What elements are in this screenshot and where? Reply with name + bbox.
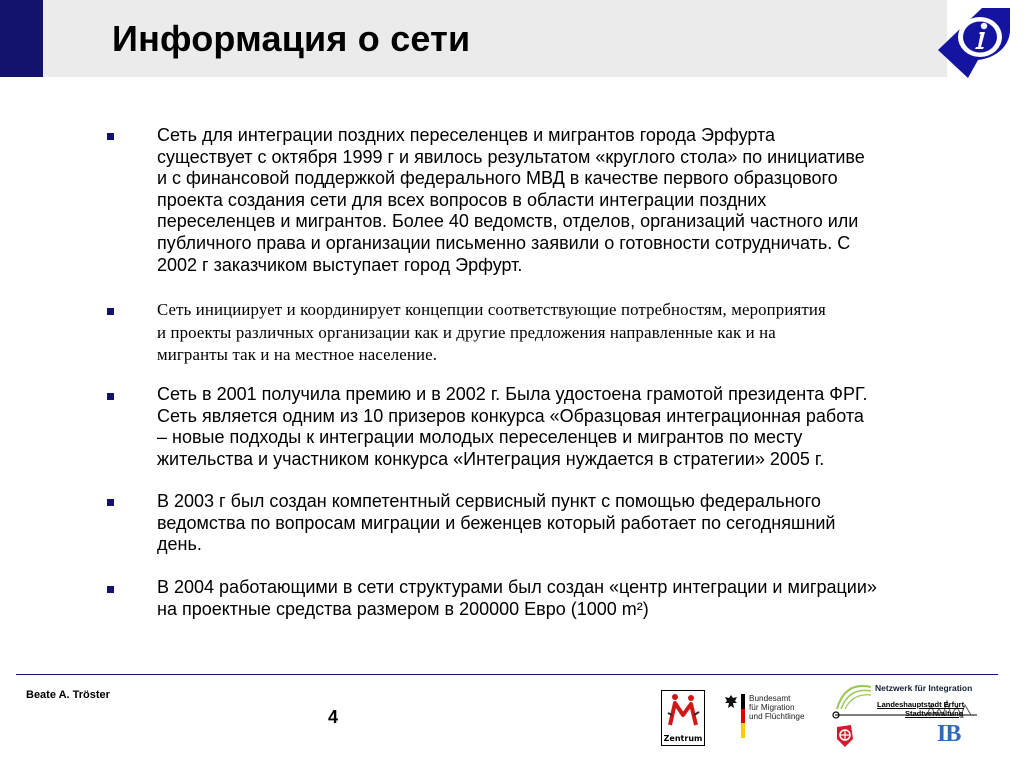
bullet-line: Сеть в 2001 получила премию и в 2002 г. Была удостоена грамотой президента ФРГ.	[157, 384, 868, 404]
zentrum-figures-icon	[662, 691, 704, 731]
bullet-line: и с финансовой поддержкой федерального МВД в качестве первого образцового	[157, 168, 838, 189]
ib-logo: IB	[937, 721, 961, 747]
square-bullet-icon	[107, 393, 114, 400]
bamf-logo	[724, 694, 824, 740]
zentrum-label: Zentrum	[663, 734, 703, 743]
square-bullet-icon	[107, 308, 114, 315]
bamf-line-1: Bundesamt	[749, 694, 791, 703]
bullet-line: мигранты так и на местное население.	[157, 345, 438, 365]
bullet-text	[157, 384, 957, 470]
bullet-line: на проектные средства размером в 200000 Евро (1000 m²)	[157, 598, 649, 619]
bamf-line-3: und Flüchtlinge	[749, 712, 805, 722]
bullet-line: проекта создания сети для всех вопросов в области интеграции поздних	[157, 189, 767, 210]
slide-title: Информация о сети	[112, 18, 471, 59]
bullet-line: В 2004 работающими в сети структурами был создан «центр интеграции и миграции»	[157, 577, 877, 597]
network-title: Netzwerk für Integration	[875, 683, 973, 693]
bullet-line: переселенцев и мигрантов. Более 40 ведомств, отделов, организаций частного или	[157, 211, 859, 232]
bullet-line: существует с октября 1999 г и явилось результатом «круглого стола» по инициативе	[157, 146, 865, 167]
network-admin: Stadtverwaltung	[905, 709, 964, 718]
bullet-line: день.	[157, 534, 202, 555]
bamf-line-2: für Migration	[749, 703, 795, 713]
bullet-line: Сеть инициирует и координирует концепции соответствующие потребностям, мероприятия	[157, 300, 826, 319]
bullet-line: 2002 г заказчиком выступает город Эрфурт.	[157, 254, 523, 275]
square-bullet-icon	[107, 499, 114, 506]
page-number: 4	[328, 707, 339, 727]
network-city: Landeshauptstadt Erfurt	[877, 700, 965, 709]
bullet-line: Сеть для интеграции поздних переселенцев и мигрантов города Эрфурта	[157, 125, 776, 145]
footer-divider	[16, 674, 998, 675]
eagle-icon	[724, 694, 738, 710]
bullet-line: – новые подходы к интеграции молодых переселенцев и мигрантов по месту	[157, 427, 803, 448]
bullet-line: и проекты различных организации как и другие предложения направленные как и на	[157, 322, 776, 342]
german-flag-icon	[741, 694, 745, 738]
bullet-line: В 2003 г был создан компетентный сервисный пункт с помощью федерального	[157, 491, 821, 511]
author-name: Beate A. Tröster	[26, 689, 110, 701]
bullet-line: публичного права и организации письменно заявили о готовности сотрудничать. С	[157, 232, 851, 253]
title-accent-bar	[0, 0, 43, 77]
bullet-line: жительства и участником конкурса «Интеграция нуждается в стратегии» 2005 г.	[157, 448, 825, 469]
bullet-text	[157, 491, 957, 556]
bullet-text	[157, 299, 957, 367]
bullet-line: ведомства по вопросам миграции и беженцев который работает по сегодняшний	[157, 512, 836, 533]
info-icon	[936, 6, 1016, 80]
square-bullet-icon	[107, 586, 114, 593]
zentrum-logo	[661, 690, 705, 746]
bullet-text	[157, 577, 957, 620]
bullet-line: Сеть является одним из 10 призеров конкурса «Образцовая интеграционная работа	[157, 405, 864, 426]
square-bullet-icon	[107, 133, 114, 140]
network-logo	[831, 679, 981, 751]
bullet-text	[157, 125, 957, 276]
